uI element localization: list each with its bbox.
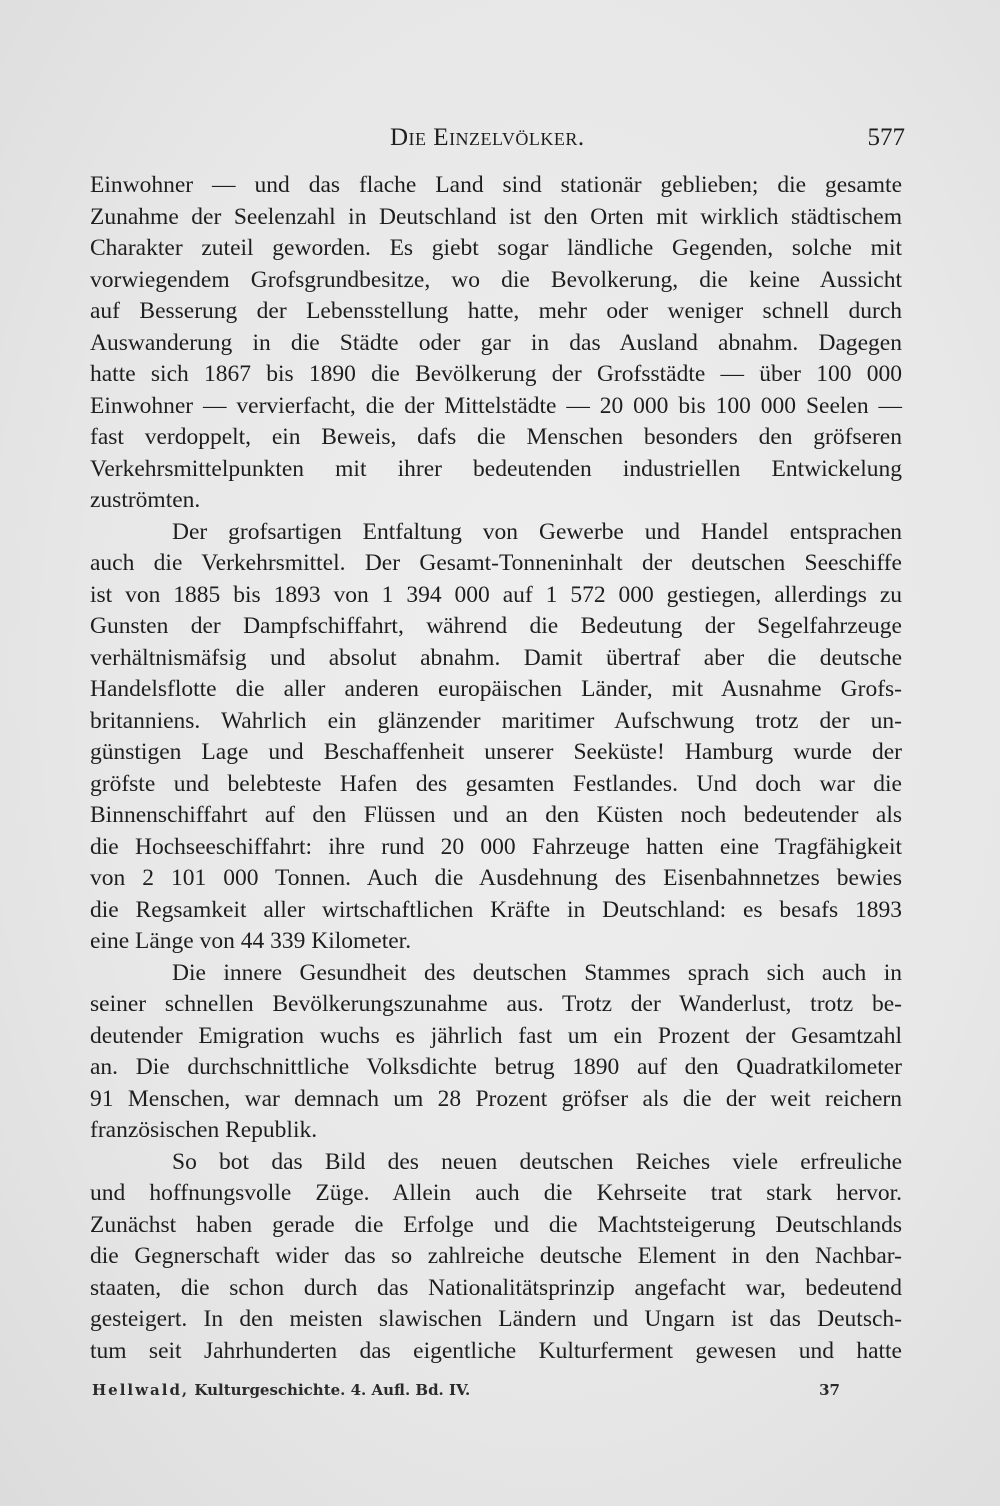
text-line: seiner schnellen Bevölkerungszunahme aus. Trotz der Wanderlust, trotz be- (90, 991, 902, 1017)
text-line: Zunächst haben gerade die Erfolge und die Machtsteigerung Deutschlands (90, 1211, 902, 1238)
paragraph-3 (90, 958, 902, 1147)
running-title-text: Die Einzelvölker. (390, 124, 585, 151)
text-line: eine Länge von 44 339 Kilometer. (90, 928, 412, 954)
text-line: tum seit Jahrhunderten das eigentliche Kulturferment gewesen und hatte (90, 1337, 902, 1364)
text-line: auch die Verkehrsmittel. Der Gesamt-Tonneninhalt der deutschen Seeschiffe (90, 550, 902, 576)
text-line: ist von 1885 bis 1893 von 1 394 000 auf 1 572 000 gestiegen, allerdings zu (90, 581, 902, 608)
text-line: die Hochseeschiffahrt: ihre rund 20 000 Fahrzeuge hatten eine Tragfähigkeit (90, 833, 902, 860)
text-line: die Regsamkeit aller wirtschaftlichen Kräfte in Deutschland: es besafs 1893 (90, 896, 902, 923)
text-line: Binnenschiffahrt auf den Flüssen und an den Küsten noch bedeutender als (90, 802, 902, 828)
text-line: deutender Emigration wuchs es jährlich fast um ein Prozent der Gesamtzahl (90, 1022, 902, 1049)
page-number: 577 (867, 124, 905, 151)
paragraph-1 (90, 170, 902, 517)
text-line: gröfste und belebteste Hafen des gesamten Festlandes. Und doch war die (90, 770, 902, 797)
footer-citation (92, 1381, 470, 1399)
text-line: Gunsten der Dampfschiffahrt, während die Bedeutung der Segelfahrzeuge (90, 613, 902, 639)
text-line: Einwohner — und das flache Land sind stationär geblieben; die gesamte (90, 172, 902, 198)
paragraph-2 (90, 517, 902, 958)
text-line: hatte sich 1867 bis 1890 die Bevölkerung der Grofsstädte — über 100 000 (90, 361, 902, 387)
text-line: französischen Republik. (90, 1117, 318, 1143)
text-line: 91 Menschen, war demnach um 28 Prozent gröfser als die der weit reichern (90, 1085, 902, 1112)
text-line: Verkehrsmittelpunkten mit ihrer bedeutenden industriellen Entwickelung (90, 455, 902, 482)
text-line: gesteigert. In den meisten slawischen Ländern und Ungarn ist das Deutsch- (90, 1306, 902, 1332)
text-line: britanniens. Wahrlich ein glänzender maritimer Aufschwung trotz der un- (90, 707, 902, 734)
signature-mark: 37 (819, 1381, 840, 1399)
text-line: und hoffnungsvolle Züge. Allein auch die Kehrseite trat stark hervor. (90, 1180, 902, 1206)
text-line: staaten, die schon durch das Nationalitätsprinzip angefacht war, bedeutend (90, 1274, 902, 1301)
running-title (390, 122, 585, 154)
text-line: Charakter zuteil geworden. Es giebt sogar ländliche Gegenden, solche mit (90, 235, 902, 261)
text-line: Die innere Gesundheit des deutschen Stammes sprach sich auch in (172, 959, 902, 986)
footer-work: Kulturgeschichte. 4. Aufl. Bd. IV. (194, 1381, 471, 1399)
text-line: Der grofsartigen Entfaltung von Gewerbe und Handel entsprachen (172, 518, 902, 545)
text-line: verhältnismäfsig und absolut abnahm. Damit übertraf aber die deutsche (90, 644, 902, 671)
text-line: die Gegnerschaft wider das so zahlreiche deutsche Element in den Nachbar- (90, 1243, 902, 1269)
body-text (90, 170, 902, 1367)
text-line: Handelsflotte die aller anderen europäischen Länder, mit Ausnahme Grofs- (90, 676, 902, 702)
text-line: auf Besserung der Lebensstellung hatte, mehr oder weniger schnell durch (90, 298, 902, 324)
text-line: vorwiegendem Grofsgrundbesitze, wo die Bevolkerung, die keine Aussicht (90, 266, 902, 293)
text-line: günstigen Lage und Beschaffenheit unserer Seeküste! Hamburg wurde der (90, 739, 902, 765)
text-line: Zunahme der Seelenzahl in Deutschland ist den Orten mit wirklich städtischem (90, 203, 902, 230)
text-line: Auswanderung in die Städte oder gar in das Ausland abnahm. Dagegen (90, 329, 902, 356)
paragraph-4 (90, 1147, 902, 1368)
text-line: fast verdoppelt, ein Beweis, dafs die Menschen besonders den gröfseren (90, 424, 902, 450)
footer-author: Hellwald, (92, 1381, 190, 1399)
page-footer (92, 1378, 840, 1402)
text-line: Einwohner — vervierfacht, die der Mittelstädte — 20 000 bis 100 000 Seelen — (90, 392, 902, 419)
running-head (90, 122, 905, 154)
text-line: zuströmten. (90, 487, 201, 513)
text-line: von 2 101 000 Tonnen. Auch die Ausdehnung des Eisenbahnnetzes bewies (90, 865, 902, 891)
text-line: an. Die durchschnittliche Volksdichte betrug 1890 auf den Quadratkilometer (90, 1054, 902, 1080)
text-line: So bot das Bild des neuen deutschen Reiches viele erfreuliche (172, 1148, 902, 1175)
